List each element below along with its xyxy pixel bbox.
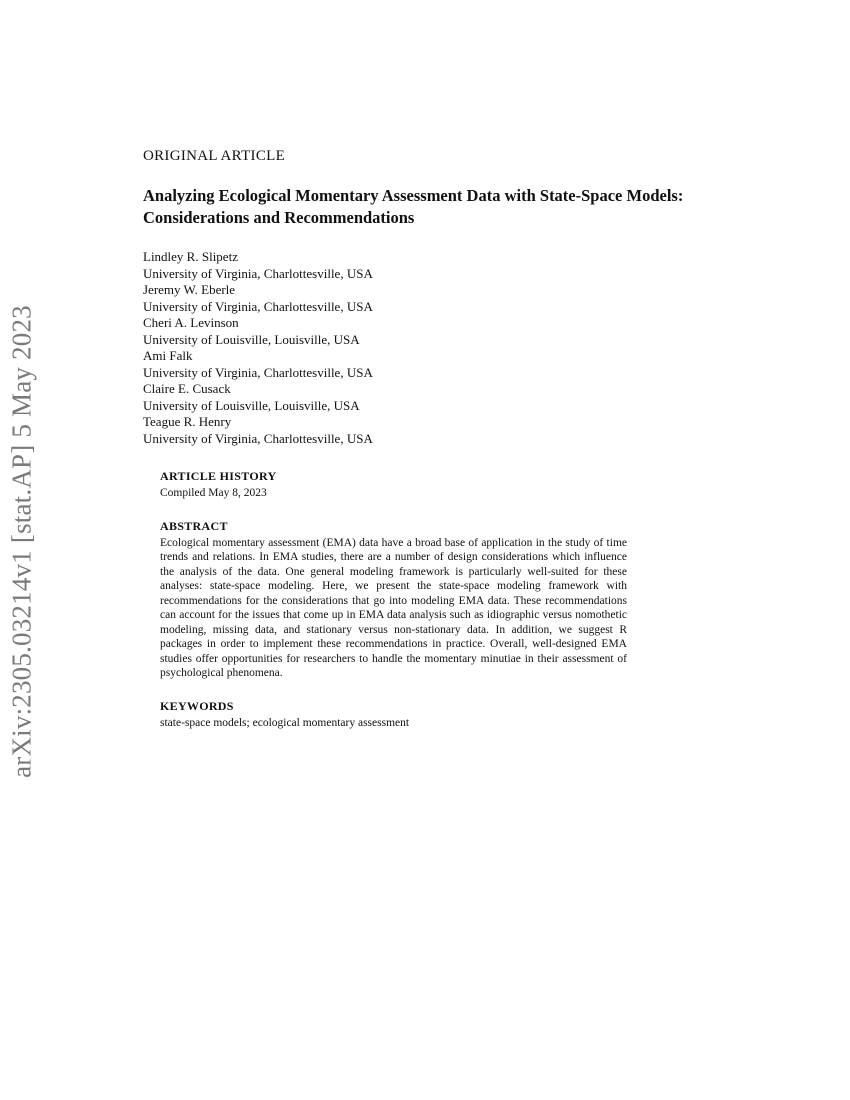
abstract-section [160, 519, 627, 681]
paper-title: Analyzing Ecological Momentary Assessment Data with State-Space Models: Considerations and Recommendations [143, 186, 684, 227]
keywords-section [160, 699, 627, 731]
keywords-heading: KEYWORDS [160, 698, 234, 713]
author-name: Lindley R. Slipetz [143, 249, 238, 264]
author-affiliation: University of Virginia, Charlottesville, USA [143, 430, 373, 446]
article-type-label: ORIGINAL ARTICLE [143, 148, 286, 164]
keywords-text: state-space models; ecological momentary assessment [160, 716, 410, 729]
author-affiliation: University of Virginia, Charlottesville, USA [143, 298, 373, 314]
author-affiliation: University of Virginia, Charlottesville, USA [143, 364, 373, 380]
article-history-section [160, 469, 627, 501]
abstract-text: Ecological momentary assessment (EMA) data have a broad base of application in the study of time trends and relations. In EMA studies, there are a number of design considerations which influence the analysis of the data. One general modeling framework is particularly well-suited for these analyses: state-space modeling. Here, we present the state-space modeling framework with recommendations for the considerations that go into modeling EMA data. These recommendations can account for the issues that come up in EMA data analysis such as idiographic versus nomothetic modeling, missing data, and stationary versus non-stationary data. In addition, we suggest R packages in order to implement these recommendations in practice. Overall, well-designed EMA studies offer opportunities for researchers to handle the momentary minutiae in their assessment of psychological phenomena. [160, 536, 627, 679]
author-list [143, 249, 713, 447]
author-name: Claire E. Cusack [143, 381, 231, 396]
author-name: Jeremy W. Eberle [143, 282, 236, 297]
abstract-heading: ABSTRACT [160, 518, 228, 533]
article-history-heading: ARTICLE HISTORY [160, 469, 277, 483]
paper-front-page [143, 148, 713, 730]
author-affiliation: University of Virginia, Charlottesville, USA [143, 265, 373, 281]
author-affiliation: University of Louisville, Louisville, USA [143, 397, 360, 413]
arxiv-identifier-stamp: arXiv:2305.03214v1 [stat.AP] 5 May 2023 [6, 305, 37, 778]
author-affiliation: University of Louisville, Louisville, USA [143, 331, 360, 347]
compiled-date: Compiled May 8, 2023 [160, 487, 267, 499]
front-matter [160, 469, 627, 730]
author-name: Cheri A. Levinson [143, 315, 239, 330]
author-name: Teague R. Henry [143, 414, 232, 429]
author-name: Ami Falk [143, 348, 193, 363]
